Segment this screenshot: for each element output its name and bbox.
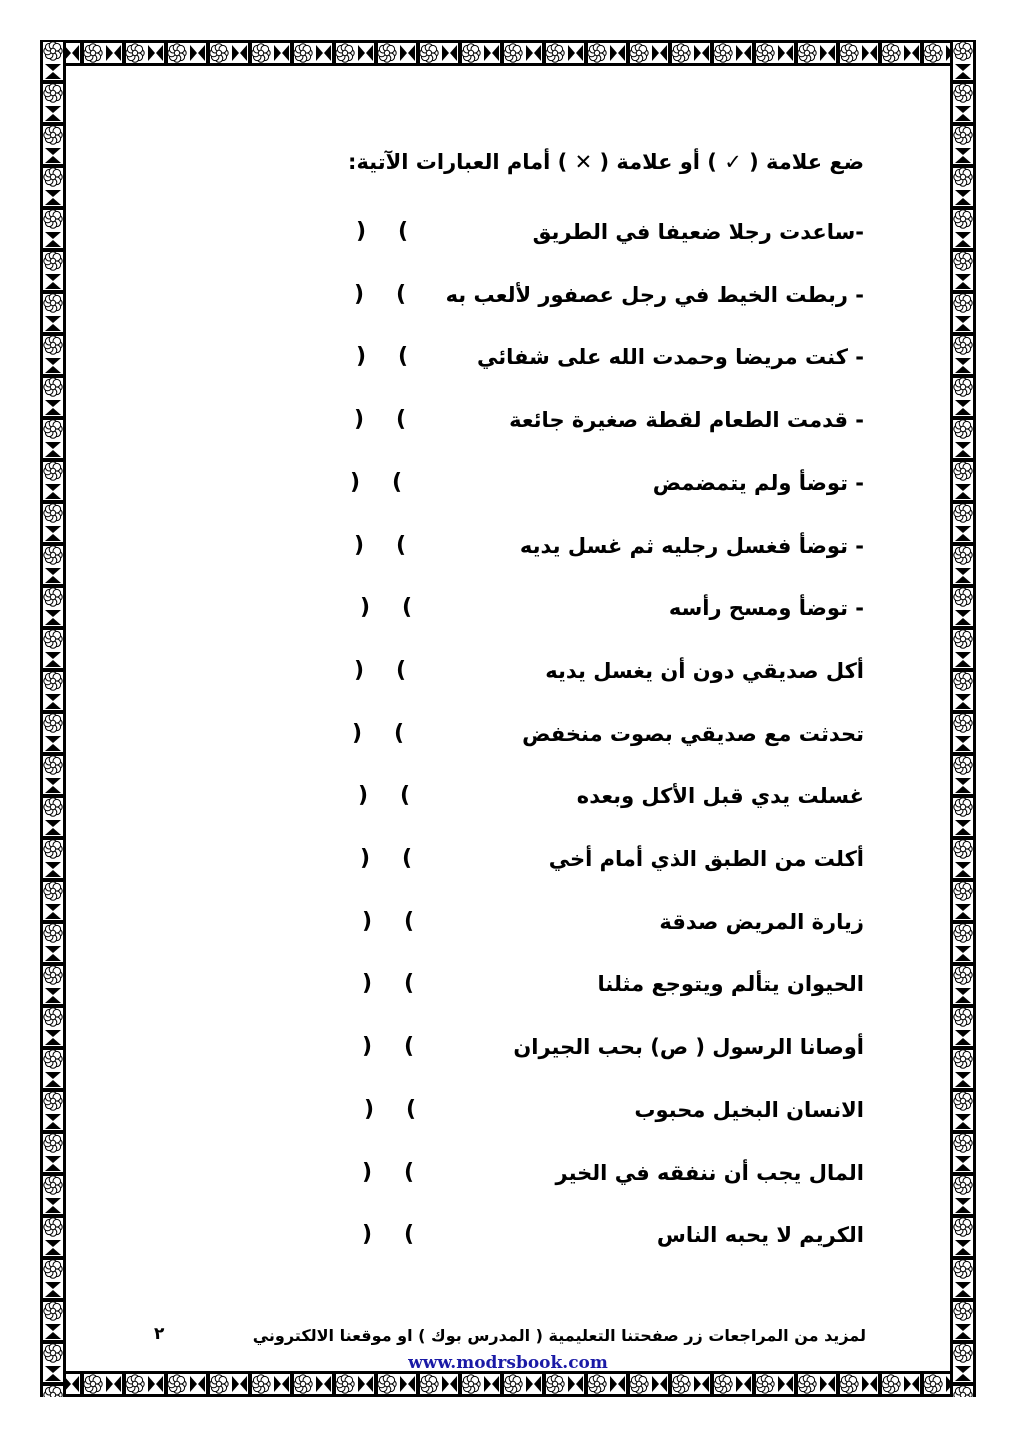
opening-parenthesis: ( [403, 909, 414, 934]
opening-parenthesis: ( [403, 1034, 414, 1059]
opening-parenthesis: ( [395, 407, 406, 432]
border-motif-icon [40, 40, 66, 1397]
statement-text: - توضأ ولم يتمضمض [652, 471, 864, 495]
page-number: ٢ [154, 1324, 165, 1344]
closing-parenthesis: ) [358, 783, 369, 808]
answer-box[interactable] [358, 1160, 418, 1190]
closing-parenthesis: ) [364, 1097, 375, 1122]
border-motif-icon [40, 40, 976, 66]
statement-text: تحدثت مع صديقي بصوت منخفض [522, 722, 864, 746]
statement-text: - قدمت الطعام لقطة صغيرة جائعة [509, 408, 864, 432]
opening-parenthesis: ( [401, 846, 412, 871]
answer-box[interactable] [350, 533, 410, 563]
closing-parenthesis: ) [360, 846, 371, 871]
statement-text: غسلت يدي قبل الأكل وبعده [576, 784, 864, 808]
opening-parenthesis: ( [397, 344, 408, 369]
decorative-border-right [950, 40, 976, 1397]
opening-parenthesis: ( [399, 783, 410, 808]
closing-parenthesis: ) [352, 721, 363, 746]
opening-parenthesis: ( [391, 470, 402, 495]
answer-box[interactable] [348, 721, 408, 751]
closing-parenthesis: ) [362, 1160, 373, 1185]
answer-box[interactable] [356, 846, 416, 876]
answer-box[interactable] [350, 282, 410, 312]
closing-parenthesis: ) [362, 1034, 373, 1059]
answer-box[interactable] [346, 470, 406, 500]
decorative-border-top [40, 40, 976, 66]
statement-text: أوصانا الرسول ( ص) بحب الجيران [513, 1035, 864, 1059]
decorative-border-left [40, 40, 66, 1397]
opening-parenthesis: ( [401, 595, 412, 620]
statement-text: الانسان البخيل محبوب [634, 1098, 864, 1122]
opening-parenthesis: ( [395, 658, 406, 683]
opening-parenthesis: ( [395, 282, 406, 307]
opening-parenthesis: ( [403, 971, 414, 996]
statement-text: الحيوان يتألم ويتوجع مثلنا [597, 972, 864, 996]
closing-parenthesis: ) [350, 470, 361, 495]
statement-text: الكريم لا يحبه الناس [656, 1223, 864, 1247]
answer-box[interactable] [356, 595, 416, 625]
closing-parenthesis: ) [360, 595, 371, 620]
worksheet-instructions: ضع علامة ( ✓ ) أو علامة ( ✕ ) أمام العبارات الآتية: [348, 150, 864, 174]
statement-text: أكل صديقي دون أن يغسل يديه [545, 659, 864, 683]
footer-text: لمزيد من المراجعات زر صفحتنا التعليمية ( المدرس بوك ) او موقعنا الالكتروني [252, 1326, 866, 1345]
answer-box[interactable] [358, 909, 418, 939]
statement-text: - ربطت الخيط في رجل عصفور لألعب به [445, 283, 864, 307]
answer-box[interactable] [350, 407, 410, 437]
closing-parenthesis: ) [362, 1222, 373, 1247]
website-link[interactable]: www.modrsbook.com [408, 1353, 608, 1373]
answer-box[interactable] [350, 658, 410, 688]
closing-parenthesis: ) [362, 971, 373, 996]
answer-box[interactable] [358, 1222, 418, 1252]
decorative-border-bottom [40, 1371, 976, 1397]
opening-parenthesis: ( [405, 1097, 416, 1122]
opening-parenthesis: ( [395, 533, 406, 558]
closing-parenthesis: ) [354, 658, 365, 683]
closing-parenthesis: ) [362, 909, 373, 934]
statement-text: - كنت مريضا وحمدت الله على شفائي [477, 345, 864, 369]
answer-box[interactable] [352, 219, 412, 249]
opening-parenthesis: ( [393, 721, 404, 746]
statement-text: -ساعدت رجلا ضعيفا في الطريق [532, 220, 864, 244]
border-motif-icon [950, 40, 976, 1397]
closing-parenthesis: ) [356, 344, 367, 369]
opening-parenthesis: ( [403, 1160, 414, 1185]
statement-text: - توضأ فغسل رجليه ثم غسل يديه [519, 534, 864, 558]
opening-parenthesis: ( [403, 1222, 414, 1247]
answer-box[interactable] [358, 971, 418, 1001]
statement-text: المال يجب أن ننفقه في الخير [555, 1161, 864, 1185]
closing-parenthesis: ) [354, 533, 365, 558]
closing-parenthesis: ) [354, 407, 365, 432]
answer-box[interactable] [354, 783, 414, 813]
closing-parenthesis: ) [354, 282, 365, 307]
closing-parenthesis: ) [356, 219, 367, 244]
border-motif-icon [40, 1371, 976, 1397]
statement-text: زيارة المريض صدقة [659, 910, 864, 934]
opening-parenthesis: ( [397, 219, 408, 244]
statement-text: أكلت من الطبق الذي أمام أخي [548, 847, 864, 871]
answer-box[interactable] [360, 1097, 420, 1127]
answer-box[interactable] [358, 1034, 418, 1064]
answer-box[interactable] [352, 344, 412, 374]
statement-text: - توضأ ومسح رأسه [668, 596, 864, 620]
